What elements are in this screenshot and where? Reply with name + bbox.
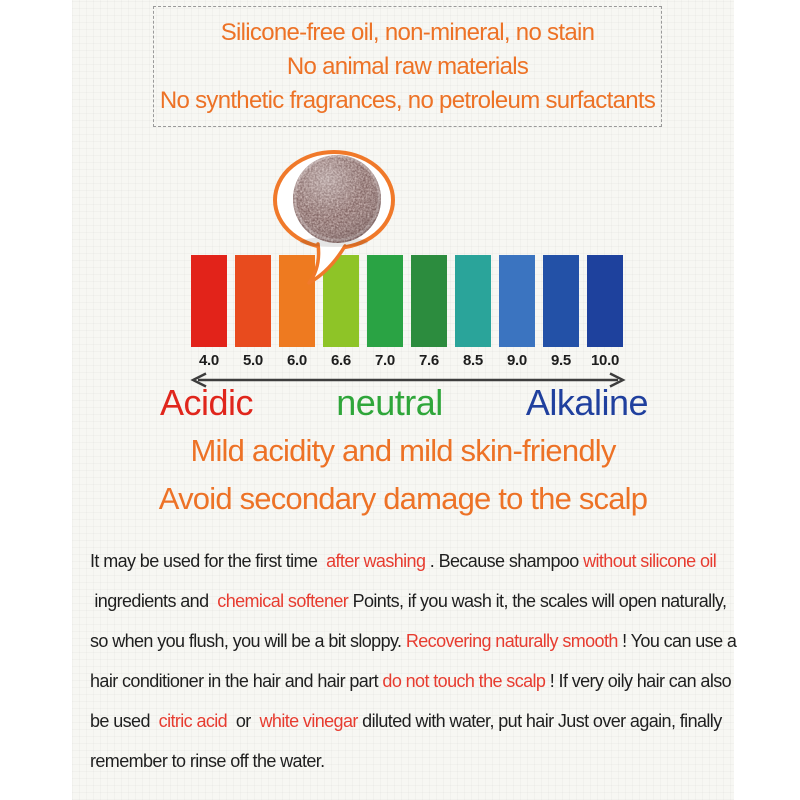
usage-line [90,581,750,621]
body-text: remember to rinse off the water. [90,751,325,771]
speech-bubble [268,140,408,295]
usage-line [90,621,750,661]
ph-bar-label: 7.6 [419,352,439,369]
ph-bar-column [235,255,271,369]
body-text: diluted with water, put hair Just over again, finally [357,711,722,731]
usage-line [90,741,750,781]
ph-bar [191,255,227,347]
neutral-label: neutral [336,382,443,423]
ph-bar-label: 6.0 [287,352,307,369]
body-text: or [227,711,260,731]
shampoo-bar-photo [293,155,381,243]
ph-bar-column [499,255,535,369]
ph-bar [587,255,623,347]
ph-bar-column [191,255,227,369]
ph-bar [411,255,447,347]
highlighted-text: Recovering naturally smooth [405,631,618,651]
claims-line: Silicone-free oil, non-mineral, no stain [220,18,595,46]
ph-axis-labels [160,384,648,422]
ph-bar-column [455,255,491,369]
highlighted-text: white vinegar [259,711,358,731]
headline-line-1: Mild acidity and mild skin-friendly [190,433,616,468]
body-text: ! If very oily hair can also [545,671,732,691]
ph-bar-label: 9.0 [507,352,527,369]
body-text: be used [90,711,159,731]
body-text: ! You can use a [617,631,737,651]
highlighted-text: chemical softener [217,591,349,611]
body-text: Points, if you wash it, the scales will open naturally, [348,591,727,611]
claims-box [153,6,662,127]
highlighted-text: do not touch the scalp [382,671,546,691]
claims-line: No synthetic fragrances, no petroleum surfactants [159,86,656,114]
ph-bar-label: 7.0 [375,352,395,369]
usage-line [90,701,750,741]
claims-line: No animal raw materials [286,52,529,80]
headline [72,427,734,523]
ph-bar [455,255,491,347]
ph-bar-column [411,255,447,369]
body-text: so when you flush, you will be a bit sloppy. [90,631,406,651]
body-text: . Because shampoo [425,551,584,571]
acidic-label: Acidic [160,382,254,423]
body-text: It may be used for the first time [90,551,327,571]
usage-line [90,661,750,701]
body-text: hair conditioner in the hair and hair part [90,671,383,691]
usage-line [90,541,750,581]
highlighted-text: without silicone oil [583,551,717,571]
ph-bar-label: 8.5 [463,352,483,369]
ph-bar-label: 9.5 [551,352,571,369]
ph-bar-column [543,255,579,369]
ph-bar-label: 6.6 [331,352,351,369]
ph-bar [235,255,271,347]
headline-line-2: Avoid secondary damage to the scalp [158,481,648,516]
ph-bar [499,255,535,347]
ph-bar-label: 4.0 [199,352,219,369]
highlighted-text: after washing [326,551,426,571]
highlighted-text: citric acid [158,711,228,731]
ph-bar-column [587,255,623,369]
ph-bar-label: 5.0 [243,352,263,369]
alkaline-label: Alkaline [525,382,648,423]
body-text: ingredients and [90,591,218,611]
usage-paragraph [90,541,750,781]
ph-bar-label: 10.0 [591,352,619,369]
ph-bar [543,255,579,347]
